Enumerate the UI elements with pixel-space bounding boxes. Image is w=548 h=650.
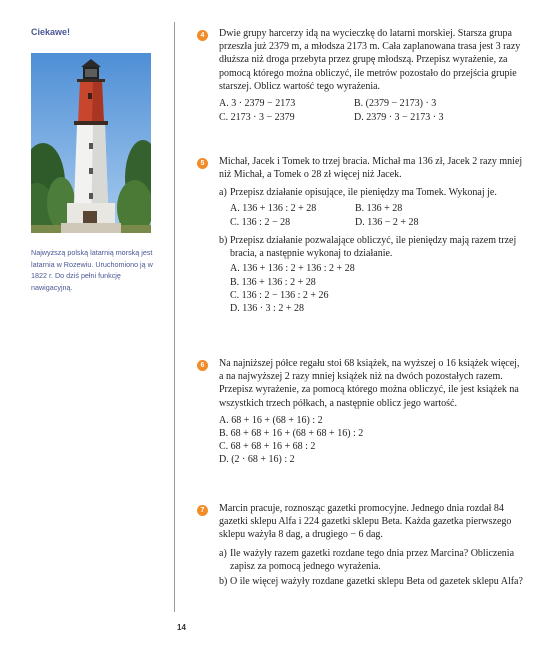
task-7 (219, 502, 524, 588)
column-divider (174, 22, 175, 612)
answer-option: B. (2379 − 2173) · 3 (354, 98, 437, 110)
answer-option: A. 136 + 136 : 2 + 136 : 2 + 28 (230, 263, 355, 275)
answer-option: D. 136 − 2 + 28 (355, 216, 419, 228)
answer-option: B. 136 + 28 (355, 202, 403, 214)
task-text: Michał, Jacek i Tomek to trzej bracia. Michał ma 136 zł, Jacek 2 razy mniej niż Michał, a Tomek o 28 zł więcej niż Jacek. (219, 156, 523, 181)
task-number-badge: 5 (197, 158, 208, 169)
answer-options (219, 97, 524, 124)
subtask-text: Przepisz działanie pozwalające obliczyć, ile pieniędzy mają razem trzej bracia, a następnie wykonaj to działanie. (230, 235, 517, 260)
subtask-a (219, 547, 524, 573)
answer-options (230, 262, 524, 315)
answer-option: C. 68 + 68 + 16 + 68 : 2 (219, 441, 316, 453)
answer-option: D. 136 · 3 : 2 + 28 (230, 303, 304, 315)
task-text: Na najniższej półce regału stoi 68 książek, na wyższej o 16 książek więcej, a na najwyższej 2 razy mniej książek niż na dwóch pozostałych razem. Przepisz wyrażenie, za pomocą którego można obliczyć, ile jest książek na wszystkich trzech półkach, a następnie oblicz jego wartość. (219, 358, 520, 409)
subtask-label: a) (219, 187, 227, 199)
page-number: 14 (177, 623, 186, 632)
answer-option: B. 136 + 136 : 2 + 28 (230, 276, 316, 288)
subtask-label: a) (219, 547, 227, 559)
photo-caption: Najwyższą polską latarnią morską jest latarnia w Rozewiu. Uruchomiono ją w 1822 r. Do dziś pełni funkcję nawigacyjną. (31, 248, 153, 292)
task-5 (219, 155, 524, 315)
answer-option: A. 136 + 136 : 2 + 28 (230, 202, 317, 214)
answer-options (230, 202, 524, 229)
subtask-label: b) (219, 576, 228, 588)
subtask-text: Ile ważyły razem gazetki rozdane tego dnia przez Marcina? Obliczenia zapisz za pomocą jednego wyrażenia. (230, 547, 515, 572)
task-text: Marcin pracuje, roznosząc gazetki promocyjne. Jednego dnia rozdał 84 gazetki sklepu Alfa i 224 gazetki sklepu Beta. Każda gazetka pierwszego sklepu ważyła 8 dag, a drugiego − 6 dag. (219, 503, 512, 541)
task-6 (219, 357, 524, 467)
subtask-b (219, 575, 524, 588)
subtask-a (219, 186, 524, 229)
task-number-badge: 7 (197, 505, 208, 516)
subtask-text: O ile więcej ważyły rozdane gazetki sklepu Beta od gazetek sklepu Alfa? (230, 576, 523, 588)
task-number-badge: 6 (197, 360, 208, 371)
answer-option: A. 3 · 2379 − 2173 (219, 98, 296, 110)
subtask-text: Przepisz działanie opisujące, ile pieniędzy ma Tomek. Wykonaj je. (230, 187, 497, 199)
task-number-badge: 4 (197, 30, 208, 41)
sidebar-title: Ciekawe! (31, 27, 71, 37)
answer-option: D. (2 · 68 + 16) : 2 (219, 454, 295, 466)
answer-option: C. 136 : 2 − 136 : 2 + 26 (230, 289, 329, 301)
answer-option: D. 2379 · 3 − 2173 · 3 (354, 112, 444, 124)
task-text: Dwie grupy harcerzy idą na wycieczkę do latarni morskiej. Starsza grupa przeszła już 2379 m, a młodsza 2173 m. Cała zaplanowana trasa jest 3 razy dłuższa niż droga przebyta przez grupę młodszą. Przepisz wyrażenie, za pomocą którego można obliczyć, ile metrów pozostało do przejścia grupie starszej. Oblicz wartość tego wyrażenia. (219, 28, 521, 92)
answer-option: C. 136 : 2 − 28 (230, 216, 291, 228)
task-4 (219, 27, 524, 124)
answer-option: C. 2173 · 3 − 2379 (219, 112, 295, 124)
lighthouse-photo (31, 53, 151, 233)
answer-option: A. 68 + 16 + (68 + 16) : 2 (219, 414, 323, 426)
subtask-label: b) (219, 235, 228, 247)
answer-options (219, 414, 524, 467)
subtask-b (219, 234, 524, 315)
answer-option: B. 68 + 68 + 16 + (68 + 68 + 16) : 2 (219, 428, 364, 440)
